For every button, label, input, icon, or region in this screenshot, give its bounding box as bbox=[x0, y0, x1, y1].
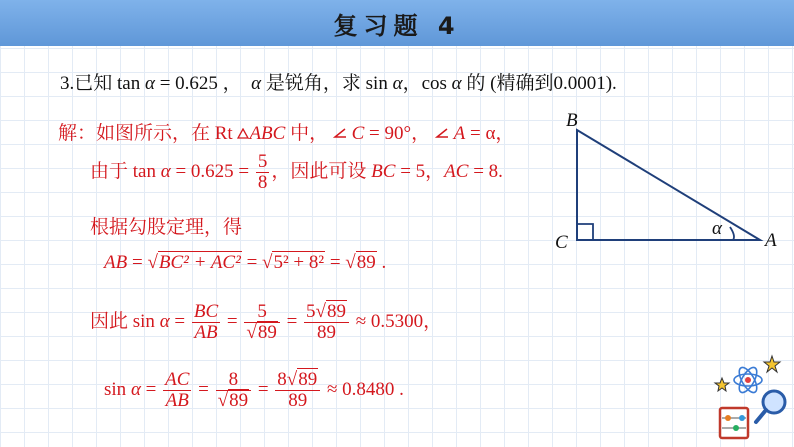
vertex-c-label: C bbox=[555, 232, 568, 253]
side-bc: BC bbox=[371, 160, 396, 182]
fraction-denominator: √89 bbox=[244, 322, 279, 343]
solution-line-1 bbox=[58, 118, 514, 145]
radicand: 89 bbox=[356, 252, 376, 273]
problem-text-1: 已知 tan bbox=[74, 73, 145, 94]
problem-text-2: = 0.625 ， bbox=[154, 73, 242, 94]
fraction bbox=[304, 302, 349, 343]
angle-symbol-icon bbox=[333, 127, 347, 139]
equals-sign: = bbox=[193, 378, 214, 400]
fraction-numerator: 5√89 bbox=[306, 301, 346, 322]
problem-text-3: 是锐角，求 sin bbox=[261, 73, 393, 94]
fraction-denominator: √89 bbox=[216, 390, 251, 411]
solution-text: sin bbox=[104, 378, 131, 400]
magnifier-icon bbox=[756, 391, 785, 422]
problem-number: 3. bbox=[60, 73, 75, 94]
solution-text: 因此 sin bbox=[90, 310, 160, 332]
fraction-denominator: AB bbox=[163, 390, 191, 411]
fraction bbox=[275, 370, 320, 411]
solution-line-5 bbox=[90, 302, 442, 343]
solution-text: = 5， bbox=[395, 160, 445, 182]
alpha-symbol: α bbox=[451, 73, 462, 94]
equals-sign: = bbox=[325, 252, 346, 273]
fraction bbox=[244, 302, 279, 343]
fraction-denominator: 89 bbox=[275, 390, 320, 411]
radicand: BC² + AC² bbox=[158, 252, 241, 273]
solution-text: 由于 tan bbox=[90, 160, 161, 182]
right-triangle-figure bbox=[560, 120, 770, 250]
abacus-icon bbox=[720, 408, 748, 438]
problem-text-5: 的 (精确到0.0001). bbox=[461, 73, 617, 94]
angle-alpha-arc bbox=[730, 227, 734, 240]
fraction-numerator: 5 bbox=[257, 301, 267, 322]
fraction-numerator: BC bbox=[193, 301, 219, 322]
solution-text: 中， bbox=[285, 123, 329, 144]
alpha-symbol: α bbox=[130, 378, 141, 400]
square-root: √89 bbox=[345, 252, 376, 273]
problem-text-4: ，cos bbox=[402, 73, 452, 94]
square-root: √5² + 8² bbox=[262, 252, 325, 273]
problem-statement bbox=[60, 68, 617, 95]
alpha-symbol: α bbox=[392, 73, 403, 94]
solution-text: . bbox=[376, 252, 387, 273]
angle-alpha-label: α bbox=[712, 218, 722, 239]
radicand: 89 bbox=[229, 389, 249, 411]
right-angle-marker bbox=[577, 224, 593, 240]
side-ab: AB bbox=[104, 252, 128, 273]
fraction-denominator: AB bbox=[192, 322, 220, 343]
star-icon bbox=[715, 378, 729, 391]
radicand: 89 bbox=[326, 301, 346, 322]
fraction bbox=[216, 370, 251, 411]
header-bar bbox=[0, 0, 794, 46]
alpha-symbol: α bbox=[159, 310, 170, 332]
fraction bbox=[192, 302, 220, 343]
coefficient: 8 bbox=[277, 369, 287, 390]
fraction-denominator: 8 bbox=[257, 171, 268, 193]
fraction-numerator: 8√89 bbox=[277, 369, 318, 390]
solution-text: = 8. bbox=[468, 160, 503, 182]
solution-line-6 bbox=[104, 370, 404, 411]
square-root: √BC² + AC² bbox=[147, 252, 241, 273]
equals-sign: = bbox=[169, 310, 190, 332]
solution-text: = 0.625 = bbox=[170, 160, 254, 182]
equals-sign: = bbox=[222, 310, 243, 332]
alpha-symbol: α bbox=[251, 73, 262, 94]
angle-a-value: = α， bbox=[465, 123, 515, 144]
angle-c-value: = 90°， bbox=[364, 123, 431, 144]
equals-sign: = bbox=[127, 252, 148, 273]
fraction-denominator: 89 bbox=[304, 322, 349, 343]
equals-sign: = bbox=[241, 252, 263, 273]
alpha-symbol: α bbox=[160, 160, 171, 182]
solution-intro: 解：如图所示，在 Rt bbox=[58, 123, 233, 144]
vertex-a-label: A bbox=[765, 230, 777, 251]
solution-line-4 bbox=[104, 252, 386, 274]
science-decoration-icon bbox=[712, 352, 794, 447]
equals-sign: = bbox=[281, 310, 303, 332]
angle-symbol-icon bbox=[435, 127, 449, 139]
fraction-numerator: 5 bbox=[257, 151, 268, 172]
angle-a-label: A bbox=[453, 123, 466, 144]
triangle-symbol-icon bbox=[237, 128, 249, 139]
fraction bbox=[256, 152, 270, 193]
result-value: ≈ 0.8480 . bbox=[326, 378, 404, 400]
star-icon bbox=[764, 356, 780, 372]
solution-line-3 bbox=[90, 212, 242, 239]
triangle-name: ABC bbox=[249, 123, 286, 144]
equals-sign: = bbox=[253, 378, 274, 400]
solution-text: ，因此可设 bbox=[271, 160, 372, 182]
solution-line-2 bbox=[90, 152, 503, 193]
alpha-symbol: α bbox=[144, 73, 155, 94]
triangle-outline bbox=[577, 130, 760, 240]
coefficient: 5 bbox=[306, 301, 316, 322]
fraction-numerator: 8 bbox=[228, 369, 239, 390]
atom-icon bbox=[734, 365, 762, 395]
angle-c-label: C bbox=[351, 123, 365, 144]
fraction-numerator: AC bbox=[165, 369, 190, 390]
side-ac: AC bbox=[444, 160, 469, 182]
radicand: 5² + 8² bbox=[273, 252, 325, 273]
page-title: 复习题 4 bbox=[333, 12, 461, 40]
radicand: 89 bbox=[298, 369, 318, 390]
fraction bbox=[163, 370, 191, 411]
vertex-b-label: B bbox=[566, 110, 578, 131]
result-value: ≈ 0.5300， bbox=[355, 310, 443, 332]
solution-text: 根据勾股定理，得 bbox=[90, 217, 243, 238]
radicand: 89 bbox=[257, 321, 277, 343]
equals-sign: = bbox=[140, 378, 162, 400]
